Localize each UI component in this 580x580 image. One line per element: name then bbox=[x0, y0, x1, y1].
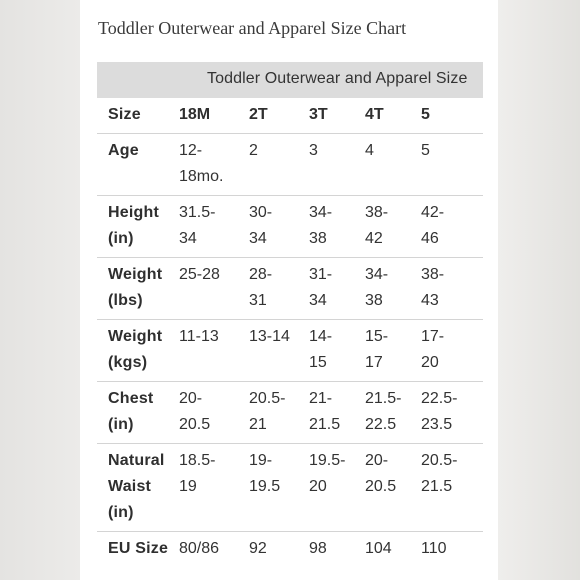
table-cell: 4 bbox=[365, 134, 421, 196]
table-cell: 25-28 bbox=[179, 258, 249, 320]
table-cell: 92 bbox=[249, 540, 267, 557]
table-cell: 22.5- 23.5 bbox=[421, 382, 483, 444]
table-cell: 5 bbox=[421, 134, 483, 196]
table-cell: 14- 15 bbox=[309, 320, 365, 382]
table-cell: 28- 31 bbox=[249, 258, 309, 320]
row-header: EU Size bbox=[108, 540, 169, 557]
row-header: Weight (lbs) bbox=[97, 258, 179, 320]
table-row bbox=[97, 320, 483, 382]
table-cell: 30- 34 bbox=[249, 196, 309, 258]
table-cell: 98 bbox=[309, 540, 327, 557]
row-header: Height (in) bbox=[97, 196, 179, 258]
table-cell: 17- 20 bbox=[421, 320, 483, 382]
table-cell: 110 bbox=[421, 540, 447, 557]
table-cell: 2T bbox=[249, 98, 309, 134]
table-cell: 19.5- 20 bbox=[309, 444, 365, 532]
table-cell: 19- 19.5 bbox=[249, 444, 309, 532]
table-cell: 13-14 bbox=[249, 320, 309, 382]
size-table bbox=[97, 98, 483, 567]
table-row bbox=[97, 196, 483, 258]
table-row bbox=[97, 382, 483, 444]
table-cell: 80/86 bbox=[179, 540, 220, 557]
size-chart-card bbox=[80, 0, 498, 580]
table-cell: 12- 18mo. bbox=[179, 134, 249, 196]
table-cell: 18.5- 19 bbox=[179, 444, 249, 532]
table-cell: 34- 38 bbox=[365, 258, 421, 320]
table-cell: 21.5- 22.5 bbox=[365, 382, 421, 444]
row-header: Natural Waist (in) bbox=[97, 444, 179, 532]
table-cell: 38- 42 bbox=[365, 196, 421, 258]
row-header: Age bbox=[97, 134, 179, 196]
table-cell: 18M bbox=[179, 98, 249, 134]
table-row bbox=[97, 134, 483, 196]
table-cell: 20- 20.5 bbox=[179, 382, 249, 444]
left-background bbox=[0, 0, 80, 580]
right-background bbox=[498, 0, 580, 580]
table-cell: 3T bbox=[309, 98, 365, 134]
table-cell: 31- 34 bbox=[309, 258, 365, 320]
table-cell: 42- 46 bbox=[421, 196, 483, 258]
table-cell: 31.5- 34 bbox=[179, 196, 249, 258]
table-cell: 20.5- 21 bbox=[249, 382, 309, 444]
table-cell: 34- 38 bbox=[309, 196, 365, 258]
table-cell: 5 bbox=[421, 98, 483, 134]
table-cell: 20- 20.5 bbox=[365, 444, 421, 532]
chart-title: Toddler Outerwear and Apparel Size Chart bbox=[98, 18, 407, 38]
table-cell: 21- 21.5 bbox=[309, 382, 365, 444]
row-header: Chest (in) bbox=[97, 382, 179, 444]
table-caption: Toddler Outerwear and Apparel Size bbox=[207, 70, 468, 87]
table-row bbox=[97, 444, 483, 532]
table-cell: 3 bbox=[309, 134, 365, 196]
row-header: Weight (kgs) bbox=[97, 320, 179, 382]
table-cell: 20.5- 21.5 bbox=[421, 444, 483, 532]
table-cell: 11-13 bbox=[179, 320, 249, 382]
table-cell: 104 bbox=[365, 540, 392, 557]
table-cell: 15- 17 bbox=[365, 320, 421, 382]
table-row bbox=[97, 258, 483, 320]
table-cell: 4T bbox=[365, 98, 421, 134]
table-row bbox=[97, 532, 483, 568]
table-cell: 38- 43 bbox=[421, 258, 483, 320]
table-row bbox=[97, 98, 483, 134]
row-header: Size bbox=[97, 98, 179, 134]
table-cell: 2 bbox=[249, 134, 309, 196]
